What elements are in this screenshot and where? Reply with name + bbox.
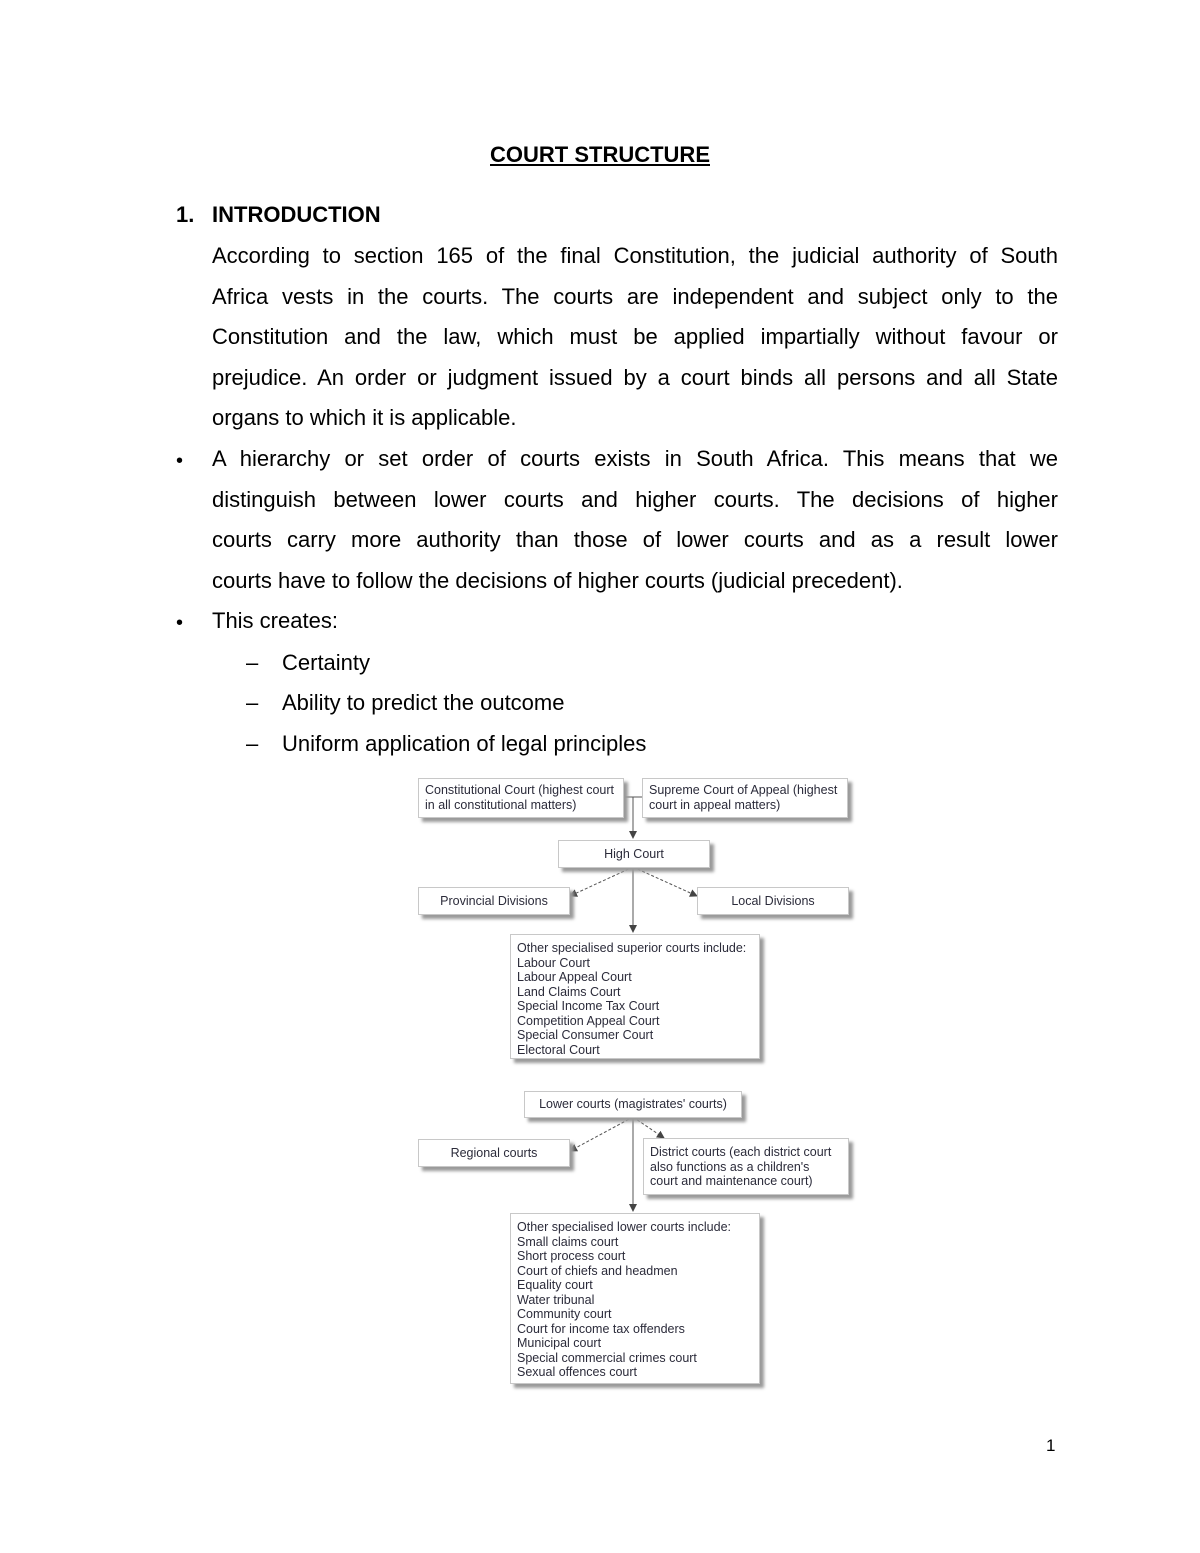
lower-courts-box (524, 1091, 742, 1118)
list-item: Labour Appeal Court (517, 970, 632, 984)
list-item: Water tribunal (517, 1292, 595, 1307)
box-text: also functions as a children's (650, 1159, 810, 1174)
regional-courts-box (418, 1139, 570, 1167)
bullet-marker: • (176, 612, 184, 634)
list-item: Land Claims Court (517, 984, 621, 999)
intro-line: Africa vests in the courts. The courts are independent and subject only to the (212, 283, 1058, 309)
list-item: Special Consumer Court (517, 1028, 654, 1042)
specialised-superior-courts-box (510, 934, 760, 1059)
box-text: District courts (each district court (650, 1145, 832, 1159)
page-number: 1 (1046, 1436, 1056, 1455)
dash-item-text: Certainty (282, 650, 371, 675)
connector-arrow (633, 867, 697, 896)
connector-arrow (570, 1117, 633, 1151)
page-title: COURT STRUCTURE (490, 142, 710, 167)
dash-item-text: Ability to predict the outcome (282, 690, 565, 715)
creates-line: This creates: (212, 608, 338, 633)
box-text: court in appeal matters) (649, 797, 781, 812)
list-item: Electoral Court (517, 1042, 600, 1057)
connector-arrow (570, 867, 633, 896)
box-text: Provincial Divisions (440, 893, 548, 908)
hierarchy-line: distinguish between lower courts and higher courts. The decisions of higher (212, 486, 1058, 512)
list-item: Competition Appeal Court (517, 1013, 660, 1028)
box-text: in all constitutional matters) (425, 797, 577, 812)
dash-marker: – (246, 690, 259, 715)
list-item: Court of chiefs and headmen (517, 1263, 678, 1278)
intro-line: According to section 165 of the final Constitution, the judicial authority of South (212, 243, 1058, 268)
box-text: Constitutional Court (highest court (425, 783, 614, 797)
hierarchy-line: A hierarchy or set order of courts exists in South Africa. This means that we (212, 446, 1058, 471)
intro-line: prejudice. An order or judgment issued by a court binds all persons and all State (212, 364, 1058, 390)
dash-marker: – (246, 731, 259, 756)
district-courts-box (643, 1138, 849, 1195)
local-divisions-box (697, 887, 849, 915)
box-text: High Court (604, 846, 664, 861)
box-text: court and maintenance court) (650, 1174, 813, 1188)
box-text: Regional courts (450, 1145, 538, 1160)
hierarchy-line: courts have to follow the decisions of higher courts (judicial precedent). (212, 567, 903, 593)
intro-line: Constitution and the law, which must be applied impartially without favour or (212, 324, 1058, 350)
box-text: Supreme Court of Appeal (highest (649, 783, 838, 797)
hierarchy-line: courts carry more authority than those of lower courts and as a result lower (212, 527, 1058, 553)
list-item: Labour Court (517, 955, 590, 970)
bullet-marker: • (176, 450, 184, 472)
constitutional-court-box (418, 778, 624, 818)
dash-marker: – (246, 650, 259, 675)
section-heading-text: INTRODUCTION (212, 202, 381, 227)
supreme-court-of-appeal-box (642, 778, 848, 818)
box-text: Lower courts (magistrates' courts) (539, 1097, 727, 1112)
connector-arrow (633, 1117, 664, 1138)
list-item: Court for income tax offenders (517, 1321, 685, 1336)
list-heading: Other specialised superior courts include: (517, 941, 747, 955)
list-heading: Other specialised lower courts include: (517, 1220, 731, 1234)
list-item: Municipal court (517, 1336, 602, 1350)
list-item: Small claims court (517, 1234, 619, 1249)
list-item: Sexual offences court (517, 1365, 637, 1379)
section-number: 1. (176, 202, 195, 227)
dash-item-text: Uniform application of legal principles (282, 731, 647, 756)
list-item: Special Income Tax Court (517, 999, 660, 1013)
high-court-box (558, 840, 710, 868)
specialised-lower-courts-box (510, 1213, 760, 1384)
list-item: Equality court (517, 1278, 593, 1292)
box-text: Local Divisions (731, 893, 815, 908)
provincial-divisions-box (418, 887, 570, 915)
intro-line: organs to which it is applicable. (212, 405, 517, 431)
list-item: Short process court (517, 1249, 626, 1263)
list-item: Community court (517, 1307, 612, 1321)
list-item: Special commercial crimes court (517, 1350, 697, 1365)
